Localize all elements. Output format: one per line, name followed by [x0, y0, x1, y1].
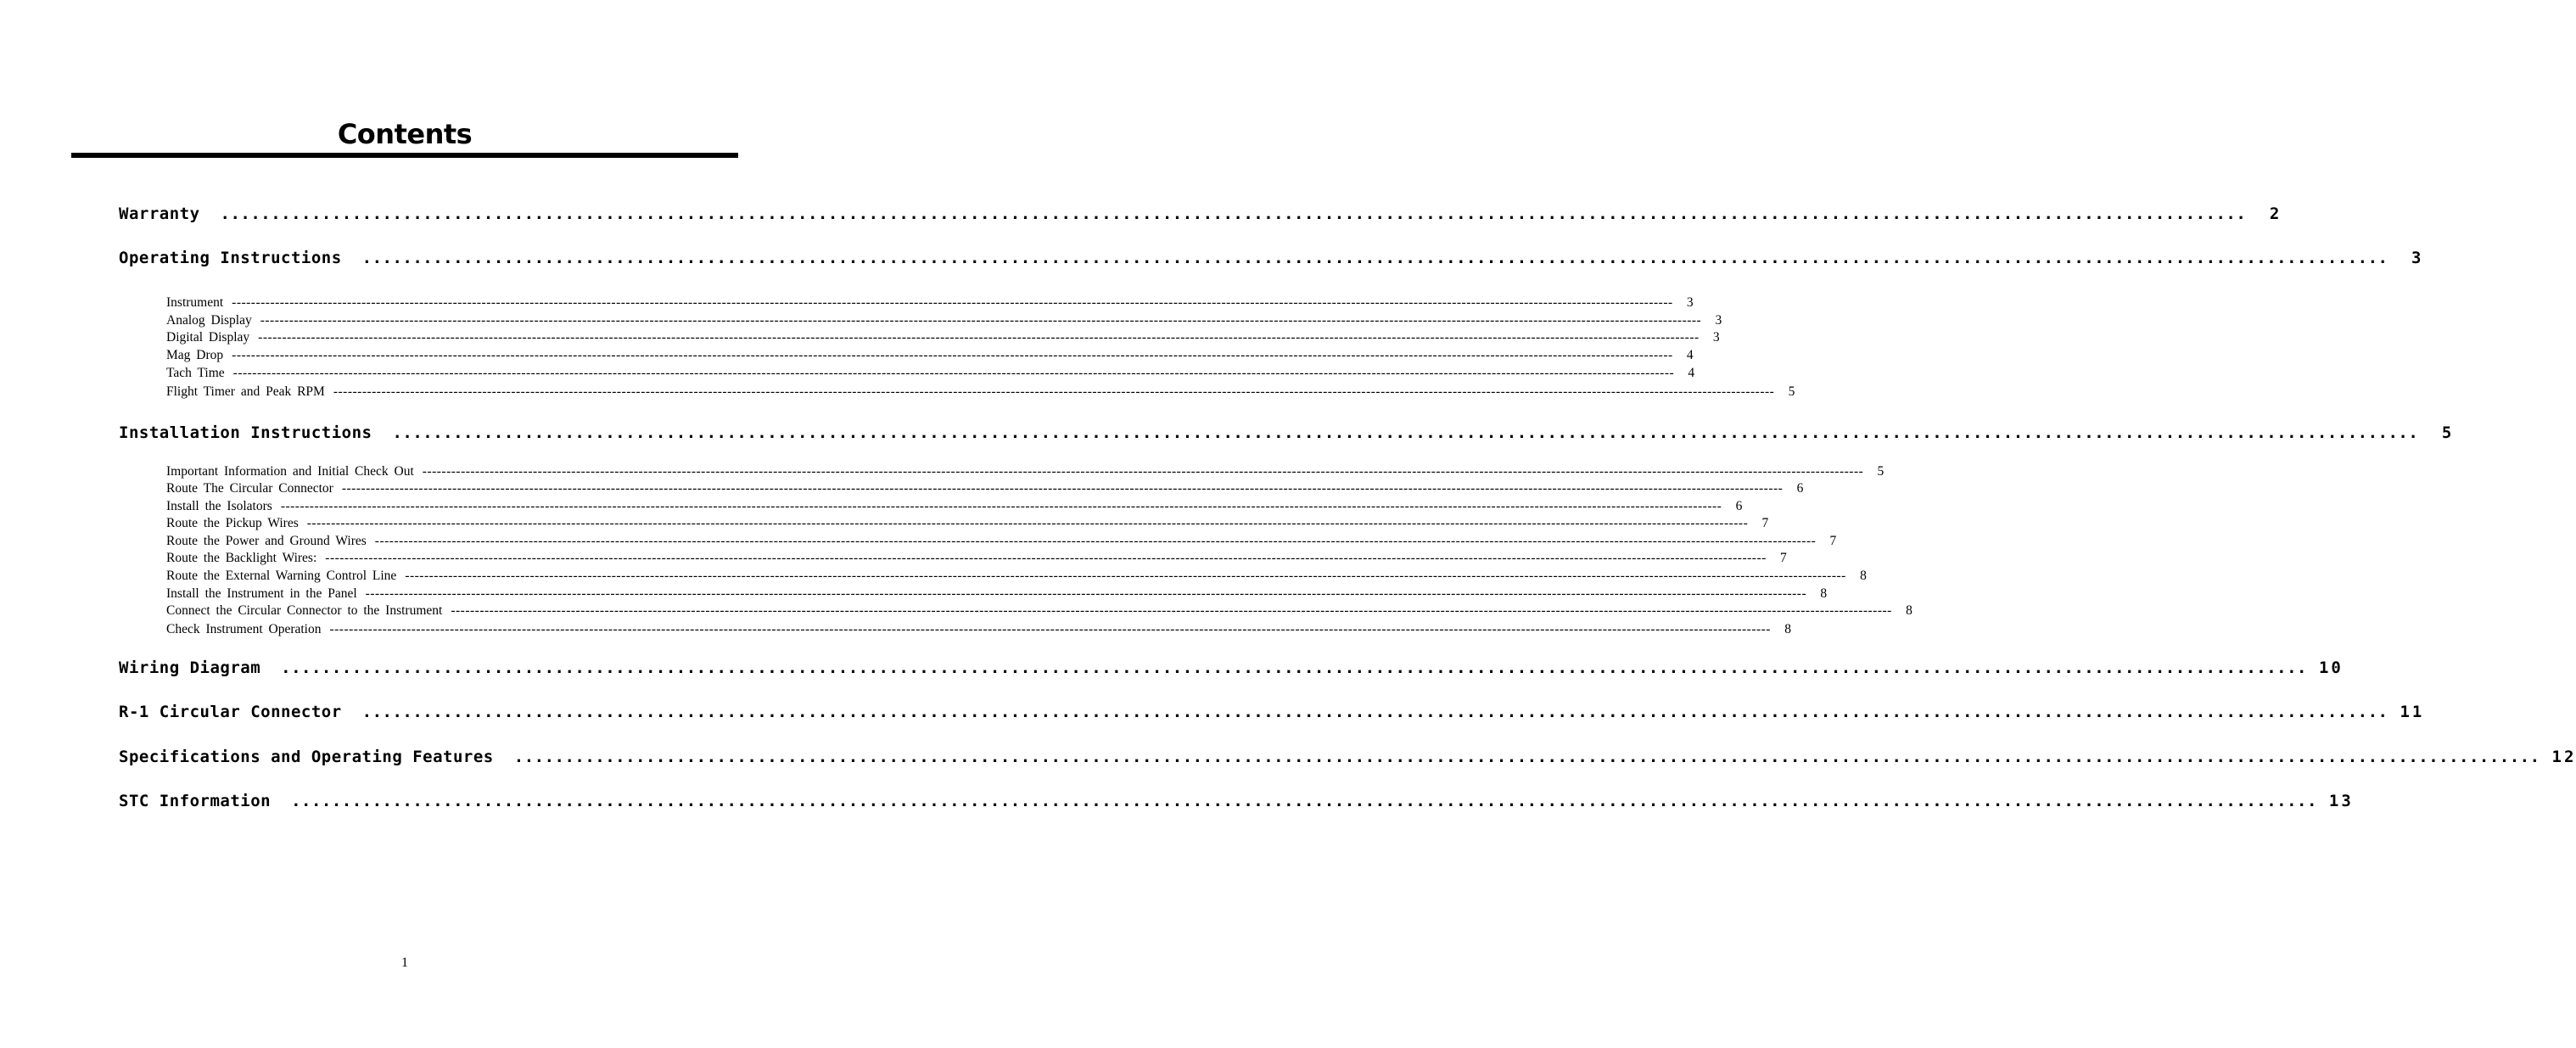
- toc-page: 4: [1686, 348, 1694, 362]
- toc-subentry-route-backlight-wires[interactable]: [166, 551, 1787, 568]
- toc-label: Warranty: [119, 205, 200, 223]
- toc-subentry-route-warning-line[interactable]: [166, 569, 1867, 586]
- toc-page: 6: [1796, 481, 1804, 496]
- toc-label: Installation Instructions: [119, 423, 372, 442]
- toc-page: 3: [1715, 313, 1722, 328]
- dash-leader: ------------------------------------------------------------------------------------------------------------------------------------------------------------------------------------------------------------------------------------------------------------------------------------------------------------: [232, 295, 1673, 310]
- toc-page: 7: [1761, 516, 1769, 530]
- dot-leader: ........................................................................................................................................................................................................: [220, 205, 2247, 223]
- toc-entry-specifications[interactable]: [119, 748, 2576, 773]
- toc-page: 13: [2328, 792, 2354, 810]
- dash-leader: ------------------------------------------------------------------------------------------------------------------------------------------------------------------------------------------------------------------------------------------------------------------------------------------------------------: [422, 464, 1864, 479]
- toc-subentry-flight-timer[interactable]: [166, 384, 1795, 401]
- toc-subentry-route-pickup-wires[interactable]: [166, 516, 1769, 533]
- toc-page: 3: [2411, 249, 2424, 267]
- toc-subentry-route-circular-connector[interactable]: [166, 481, 1804, 498]
- toc-page: 7: [1780, 551, 1787, 565]
- dash-leader: ------------------------------------------------------------------------------------------------------------------------------------------------------------------------------------------------------------------------------------------------------------------------------------------------------------: [329, 622, 1771, 636]
- dash-leader: ------------------------------------------------------------------------------------------------------------------------------------------------------------------------------------------------------------------------------------------------------------------------------------------------------------: [280, 499, 1722, 513]
- toc-subentry-tach-time[interactable]: [166, 366, 1695, 383]
- toc-entry-operating-instructions[interactable]: [119, 249, 2424, 274]
- dash-leader: ------------------------------------------------------------------------------------------------------------------------------------------------------------------------------------------------------------------------------------------------------------------------------------------------------------: [306, 516, 1749, 530]
- toc-page: 5: [2441, 423, 2455, 442]
- toc-entry-wiring-diagram[interactable]: [119, 659, 2344, 684]
- toc-page: 3: [1686, 295, 1694, 310]
- toc-page: 3: [1712, 330, 1720, 345]
- dash-leader: ------------------------------------------------------------------------------------------------------------------------------------------------------------------------------------------------------------------------------------------------------------------------------------------------------------: [232, 348, 1673, 362]
- toc-label: Route the External Warning Control Line: [166, 569, 397, 583]
- toc-label: Instrument: [166, 295, 224, 310]
- toc-label: Check Instrument Operation: [166, 622, 322, 636]
- toc-subentry-install-isolators[interactable]: [166, 499, 1743, 516]
- toc-entry-r1-circular-connector[interactable]: [119, 703, 2425, 728]
- dot-leader: ........................................................................................................................................................................................................: [281, 659, 2307, 677]
- dot-leader: ........................................................................................................................................................................................................: [361, 703, 2388, 721]
- toc-entry-stc-information[interactable]: [119, 792, 2354, 817]
- toc-label: Analog Display: [166, 313, 252, 328]
- toc-page: 11: [2400, 703, 2425, 721]
- toc-subentry-route-power-ground[interactable]: [166, 534, 1837, 551]
- dash-leader: ------------------------------------------------------------------------------------------------------------------------------------------------------------------------------------------------------------------------------------------------------------------------------------------------------------: [232, 366, 1675, 380]
- dash-leader: ------------------------------------------------------------------------------------------------------------------------------------------------------------------------------------------------------------------------------------------------------------------------------------------------------------: [260, 313, 1702, 328]
- toc-page: 5: [1788, 384, 1795, 399]
- toc-page: 6: [1735, 499, 1743, 513]
- toc-label: Flight Timer and Peak RPM: [166, 384, 325, 399]
- toc-page: 8: [1784, 622, 1791, 636]
- toc-subentry-important-information[interactable]: [166, 464, 1884, 481]
- toc-label: R-1 Circular Connector: [119, 703, 342, 721]
- toc-subentry-connect-circular-connector[interactable]: [166, 603, 1912, 620]
- toc-subentry-analog-display[interactable]: [166, 313, 1722, 330]
- toc-entry-warranty[interactable]: [119, 205, 2282, 230]
- dot-leader: ........................................................................................................................................................................................................: [361, 249, 2388, 267]
- toc-label: Route the Power and Ground Wires: [166, 534, 367, 548]
- toc-label: Route the Backlight Wires:: [166, 551, 317, 565]
- dash-leader: ------------------------------------------------------------------------------------------------------------------------------------------------------------------------------------------------------------------------------------------------------------------------------------------------------------: [451, 603, 1892, 618]
- dash-leader: ------------------------------------------------------------------------------------------------------------------------------------------------------------------------------------------------------------------------------------------------------------------------------------------------------------: [374, 534, 1817, 548]
- dash-leader: ------------------------------------------------------------------------------------------------------------------------------------------------------------------------------------------------------------------------------------------------------------------------------------------------------------: [405, 569, 1846, 583]
- toc-subentry-instrument[interactable]: [166, 295, 1694, 312]
- dash-leader: ------------------------------------------------------------------------------------------------------------------------------------------------------------------------------------------------------------------------------------------------------------------------------------------------------------: [341, 481, 1784, 496]
- dot-leader: ........................................................................................................................................................................................................: [392, 423, 2419, 442]
- toc-label: Specifications and Operating Features: [119, 748, 494, 766]
- dash-leader: ------------------------------------------------------------------------------------------------------------------------------------------------------------------------------------------------------------------------------------------------------------------------------------------------------------: [365, 586, 1807, 601]
- toc-page: 8: [1820, 586, 1828, 601]
- toc-label: Operating Instructions: [119, 249, 342, 267]
- page-title: Contents: [337, 118, 473, 150]
- toc-page: 8: [1860, 569, 1867, 583]
- toc-page: 7: [1829, 534, 1837, 548]
- toc-entry-installation-instructions[interactable]: [119, 423, 2455, 449]
- toc-label: Wiring Diagram: [119, 659, 261, 677]
- toc-page: 5: [1877, 464, 1884, 479]
- dash-leader: ------------------------------------------------------------------------------------------------------------------------------------------------------------------------------------------------------------------------------------------------------------------------------------------------------------: [333, 384, 1775, 399]
- toc-page: 10: [2318, 659, 2344, 677]
- toc-page: 8: [1906, 603, 1912, 618]
- toc-page: 4: [1688, 366, 1695, 380]
- toc-page: 12: [2551, 748, 2576, 766]
- title-rule: [71, 153, 738, 158]
- toc-label: STC Information: [119, 792, 272, 810]
- toc-subentry-check-instrument-operation[interactable]: [166, 622, 1791, 639]
- page-number: 1: [401, 956, 408, 970]
- toc-subentry-mag-drop[interactable]: [166, 348, 1694, 365]
- toc-label: Route The Circular Connector: [166, 481, 333, 496]
- toc-label: Install the Instrument in the Panel: [166, 586, 357, 601]
- toc-label: Tach Time: [166, 366, 225, 380]
- toc-label: Route the Pickup Wires: [166, 516, 299, 530]
- toc-label: Connect the Circular Connector to the Instrument: [166, 603, 443, 618]
- toc-subentry-digital-display[interactable]: [166, 330, 1720, 347]
- toc-subentry-install-instrument-panel[interactable]: [166, 586, 1828, 603]
- toc-page: 2: [2269, 205, 2282, 223]
- toc-label: Digital Display: [166, 330, 250, 345]
- dot-leader: ........................................................................................................................................................................................................: [513, 748, 2540, 766]
- toc-label: Important Information and Initial Check Out: [166, 464, 414, 479]
- dot-leader: ........................................................................................................................................................................................................: [291, 792, 2317, 810]
- toc-label: Install the Isolators: [166, 499, 272, 513]
- toc-label: Mag Drop: [166, 348, 224, 362]
- dash-leader: ------------------------------------------------------------------------------------------------------------------------------------------------------------------------------------------------------------------------------------------------------------------------------------------------------------: [258, 330, 1700, 345]
- dash-leader: ------------------------------------------------------------------------------------------------------------------------------------------------------------------------------------------------------------------------------------------------------------------------------------------------------------: [325, 551, 1767, 565]
